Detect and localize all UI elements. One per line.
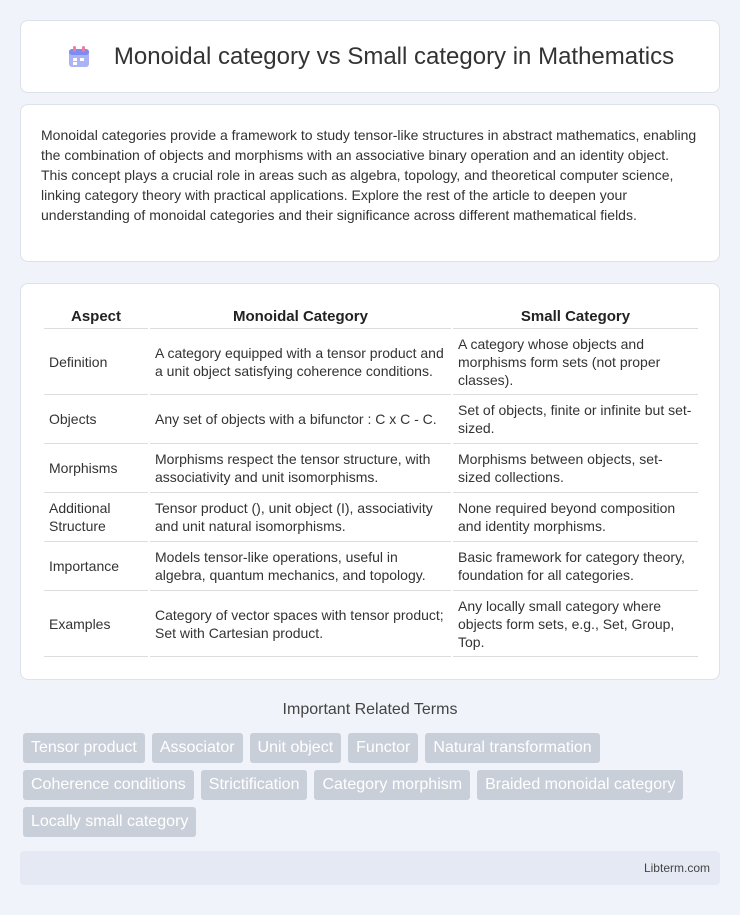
footer-site-link[interactable]: Libterm.com — [643, 861, 710, 875]
cell-aspect: Morphisms — [44, 444, 148, 493]
cell-aspect: Definition — [44, 329, 148, 395]
tag-category-morphism[interactable]: Category morphism — [314, 770, 470, 800]
cell-monoidal: Tensor product (), unit object (I), associativity and unit natural isomorphisms. — [150, 493, 451, 542]
cell-monoidal: Morphisms respect the tensor structure, with associativity and unit isomorphisms. — [150, 444, 451, 493]
cell-aspect: Additional Structure — [44, 493, 148, 542]
tag-coherence-conditions[interactable]: Coherence conditions — [23, 770, 194, 800]
header-monoidal: Monoidal Category — [150, 305, 451, 329]
cell-monoidal: A category equipped with a tensor product and a unit object satisfying coherence conditions. — [150, 329, 451, 395]
cell-small: Morphisms between objects, set-sized collections. — [453, 444, 698, 493]
table-header-row — [44, 305, 698, 329]
table-row — [44, 493, 698, 542]
intro-text: Monoidal categories provide a framework to study tensor-like structures in abstract mathematics, enabling the combination of objects and morphisms with an associative binary operation and an identity object. This concept plays a crucial role in areas such as algebra, topology, and theoretical computer science, linking category theory with practical applications. Explore the rest of the article to deepen your understanding of monoidal categories and their significance across different mathematical fields. — [41, 127, 697, 223]
cell-monoidal: Any set of objects with a bifunctor : C x C - C. — [150, 395, 451, 444]
cell-aspect: Importance — [44, 542, 148, 591]
table-row — [44, 591, 698, 657]
table-row — [44, 395, 698, 444]
cell-monoidal: Models tensor-like operations, useful in algebra, quantum mechanics, and topology. — [150, 542, 451, 591]
tag-unit-object[interactable]: Unit object — [250, 733, 342, 763]
cell-aspect: Objects — [44, 395, 148, 444]
tag-locally-small-category[interactable]: Locally small category — [23, 807, 196, 837]
cell-aspect: Examples — [44, 591, 148, 657]
comparison-table-card — [20, 283, 720, 680]
table-row — [44, 329, 698, 395]
related-terms-list — [23, 733, 723, 844]
comparison-table — [42, 305, 700, 657]
cell-small: Basic framework for category theory, foundation for all categories. — [453, 542, 698, 591]
footer — [20, 851, 720, 885]
tag-braided-monoidal-category[interactable]: Braided monoidal category — [477, 770, 683, 800]
tag-natural-transformation[interactable]: Natural transformation — [425, 733, 599, 763]
page-title: Monoidal category vs Small category in Mathematics — [113, 42, 675, 70]
cell-small: Set of objects, finite or infinite but set-sized. — [453, 395, 698, 444]
cell-small: Any locally small category where objects form sets, e.g., Set, Group, Top. — [453, 591, 698, 657]
cell-monoidal: Category of vector spaces with tensor product; Set with Cartesian product. — [150, 591, 451, 657]
cell-small: None required beyond composition and identity morphisms. — [453, 493, 698, 542]
calendar-icon — [66, 44, 92, 70]
related-terms-title: Important Related Terms — [282, 701, 458, 718]
tag-associator[interactable]: Associator — [152, 733, 243, 763]
header-small: Small Category — [453, 305, 698, 329]
tag-tensor-product[interactable]: Tensor product — [23, 733, 145, 763]
page-header — [20, 20, 720, 93]
cell-small: A category whose objects and morphisms form sets (not proper classes). — [453, 329, 698, 395]
intro-section — [20, 104, 720, 262]
tag-strictification[interactable]: Strictification — [201, 770, 308, 800]
table-row — [44, 542, 698, 591]
header-aspect: Aspect — [44, 305, 148, 329]
table-row — [44, 444, 698, 493]
tag-functor[interactable]: Functor — [348, 733, 418, 763]
